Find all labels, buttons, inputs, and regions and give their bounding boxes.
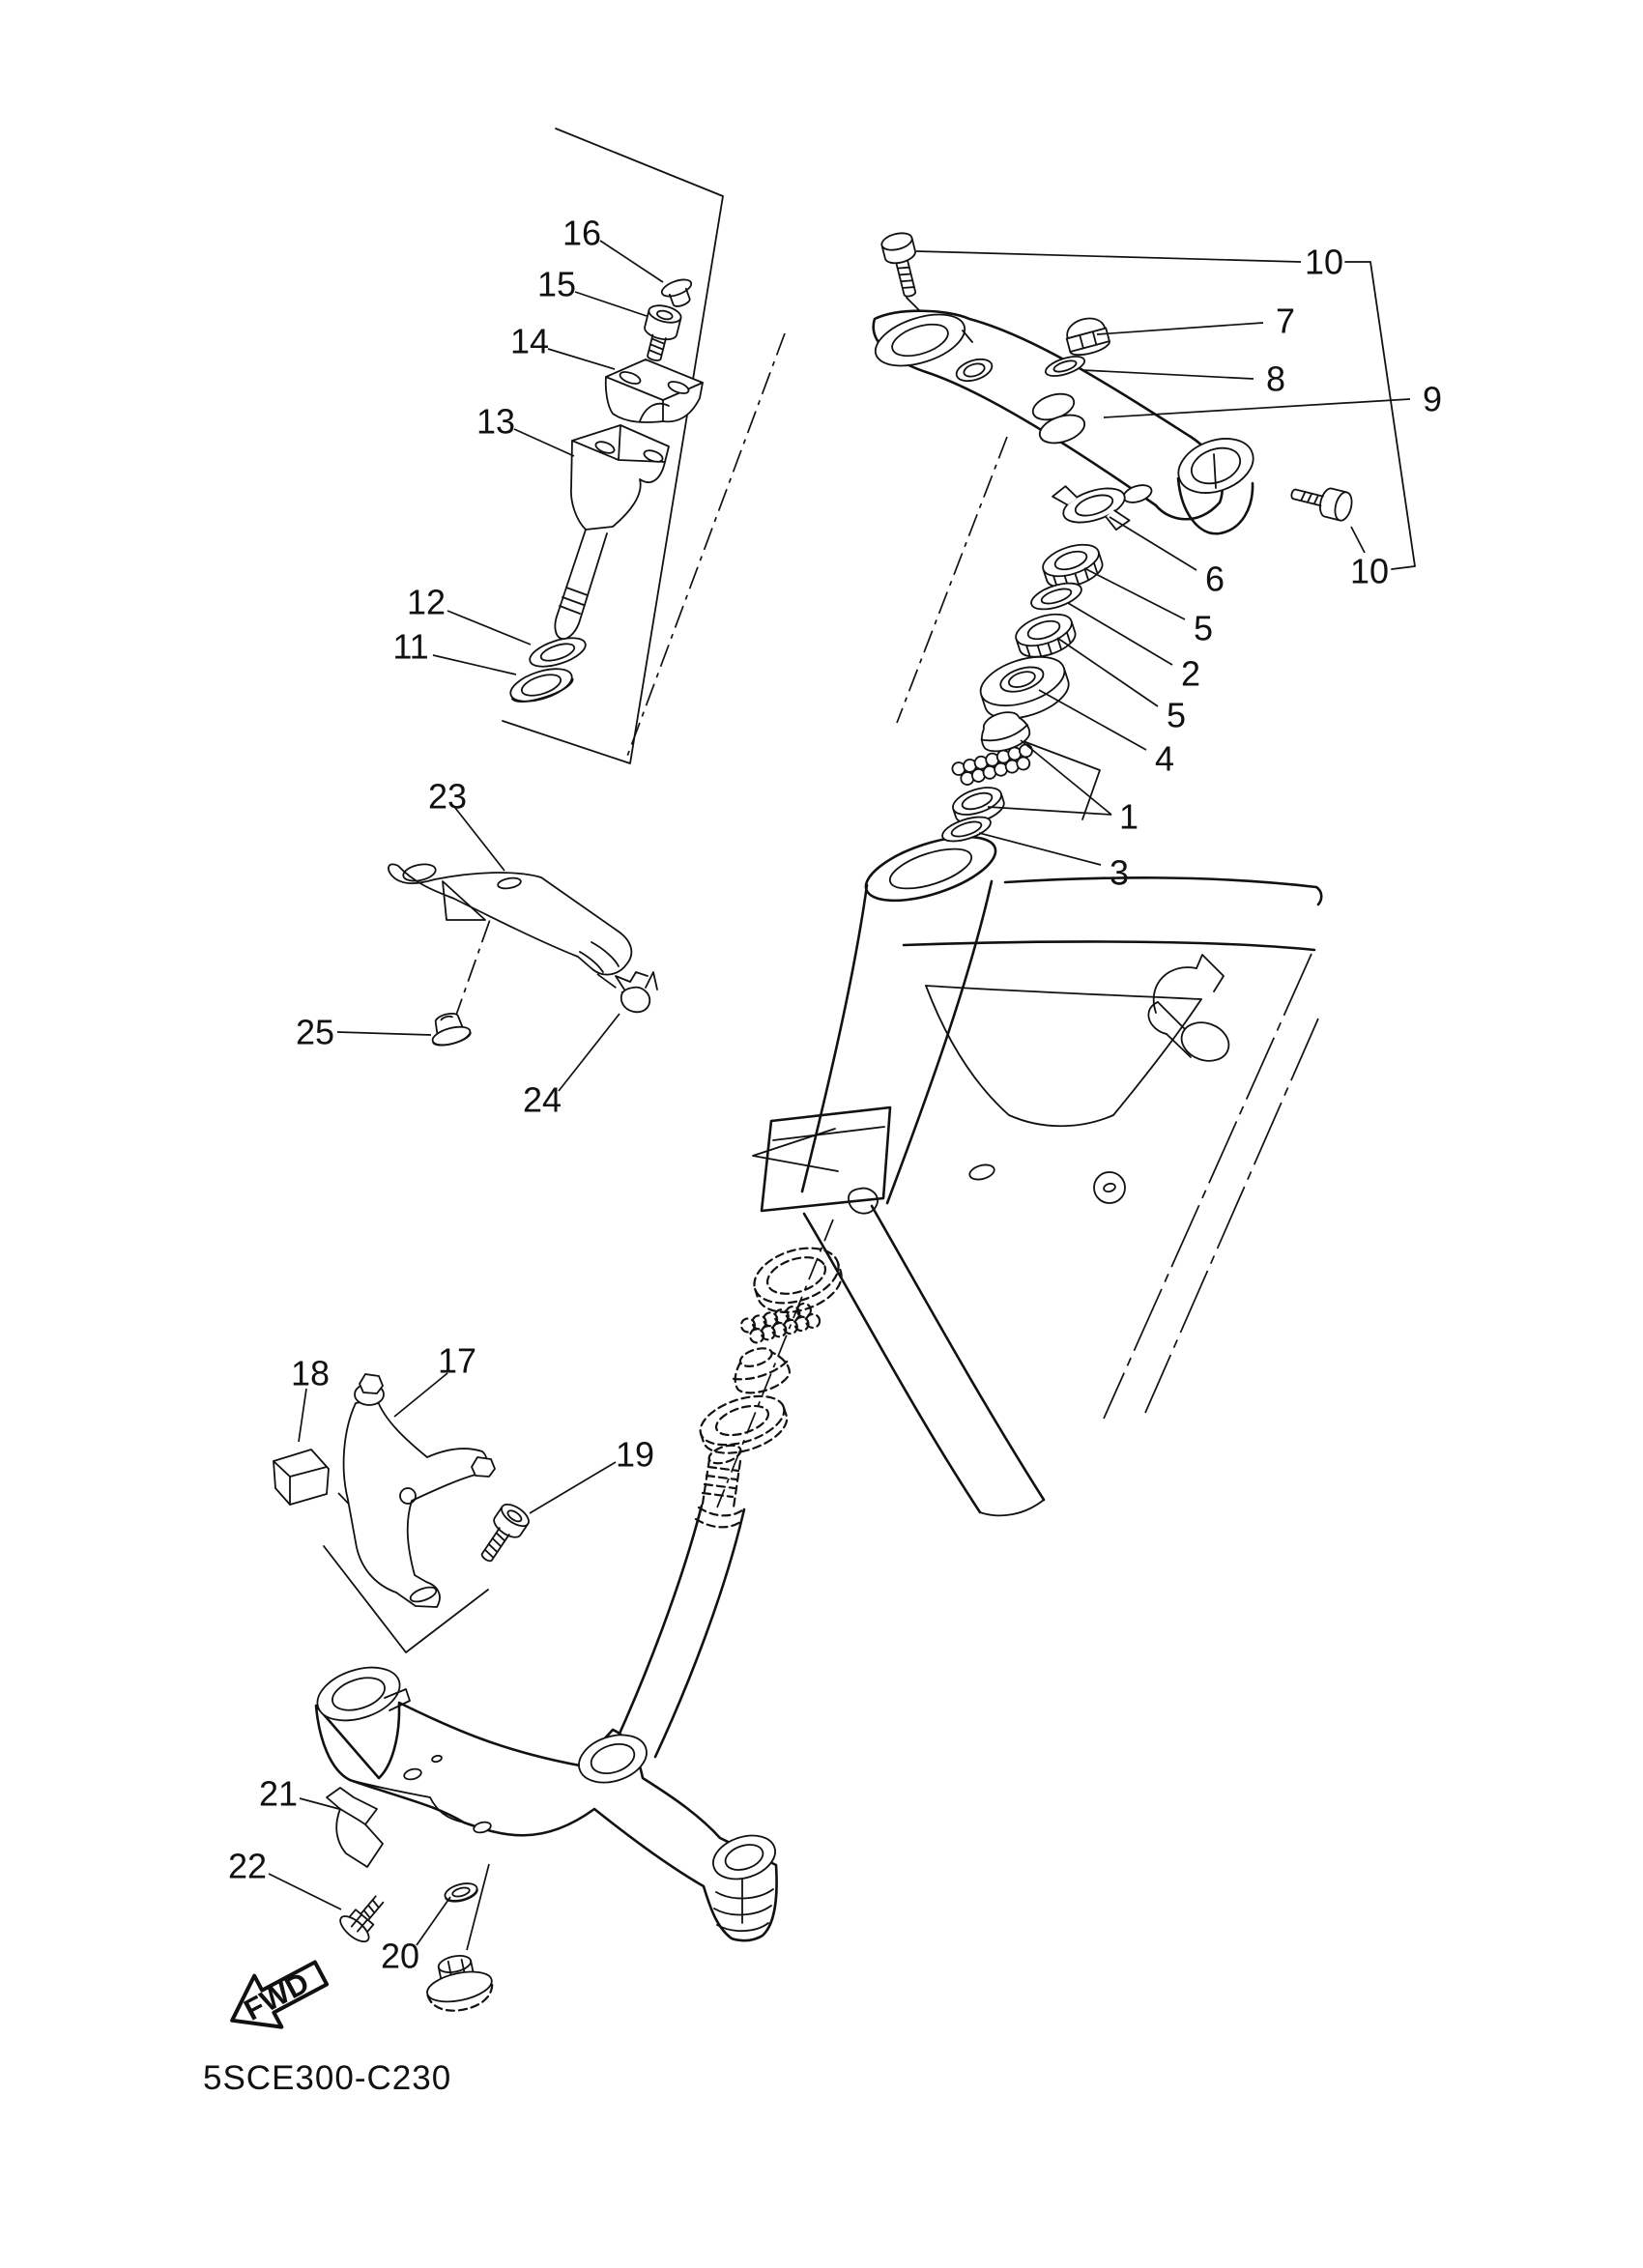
part-label-13: 13	[476, 401, 516, 442]
leader-line-22	[269, 1874, 341, 1909]
part-label-5: 5	[1193, 608, 1214, 648]
gusset	[926, 986, 1201, 1203]
part-label-11: 11	[392, 626, 429, 667]
leader-line-25	[337, 1032, 431, 1035]
leader-line-15	[575, 292, 647, 316]
part-label-6: 6	[1204, 559, 1225, 599]
part-label-14: 14	[509, 321, 550, 361]
bolt-10-bottom	[1288, 479, 1354, 522]
bolt-10-top	[880, 230, 926, 300]
part-label-2: 2	[1180, 653, 1201, 694]
leader-line-10	[916, 251, 1301, 262]
holder-21	[327, 1788, 383, 1867]
leader-line-24	[559, 1014, 620, 1091]
leader-line-3	[979, 833, 1101, 865]
part-label-22: 22	[227, 1846, 268, 1886]
leader-line-23	[455, 808, 504, 871]
part-label-8: 8	[1265, 359, 1286, 399]
part-label-16: 16	[562, 213, 602, 253]
leader-line-7	[1097, 323, 1263, 334]
leader-line-4	[1039, 690, 1146, 750]
frame-boss	[1148, 955, 1234, 1067]
part-label-18: 18	[290, 1353, 331, 1393]
leader-line-13	[514, 429, 574, 456]
leader-line-16	[600, 241, 663, 282]
part-label-1: 1	[1118, 796, 1139, 837]
lower-bearing-column	[694, 1238, 849, 1527]
cap-nut-7	[1063, 314, 1111, 359]
bracket-23	[389, 862, 631, 975]
part-label-24: 24	[522, 1079, 562, 1120]
bracket-23-group	[389, 862, 657, 1048]
bolt-15	[638, 302, 683, 364]
part-label-15: 15	[536, 264, 577, 304]
bushing-20b	[421, 1950, 497, 2017]
leader-line-20	[417, 1897, 450, 1945]
bolt-19	[473, 1500, 533, 1567]
leader-line-9	[1104, 399, 1410, 417]
upper-bearing-column	[939, 470, 1134, 846]
leader-line-6	[1110, 517, 1196, 570]
damper-18	[274, 1450, 329, 1505]
part-label-4: 4	[1154, 738, 1175, 779]
ring-nut-5b	[1012, 608, 1079, 663]
leader-line-1	[988, 807, 1111, 815]
part-code: 5SCE300-C230	[203, 2059, 452, 2097]
lower-balls	[739, 1301, 821, 1346]
bearing-cover-4	[974, 647, 1075, 728]
leader-line-11	[433, 655, 516, 675]
leader-line-20	[467, 1864, 489, 1950]
fwd-arrow	[218, 1948, 334, 2047]
leader-line-12	[447, 611, 531, 645]
part-label-21: 21	[258, 1773, 299, 1814]
leader-line-5	[1084, 568, 1185, 619]
leader-line-14	[548, 349, 615, 369]
part-label-5: 5	[1166, 695, 1187, 735]
part-label-3: 3	[1109, 852, 1130, 893]
lower-cone	[727, 1341, 793, 1398]
head-tube	[753, 824, 1003, 1214]
leader-lines	[269, 241, 1410, 1950]
upper-holder-14	[606, 359, 703, 422]
leader-line-10	[1351, 527, 1365, 553]
stem-right-edge	[655, 1509, 744, 1757]
part-label-25: 25	[295, 1012, 335, 1052]
part-label-20: 20	[380, 1936, 420, 1976]
leader-line-18	[299, 1389, 306, 1442]
lower-race-bottom	[694, 1387, 793, 1462]
part-label-10: 10	[1304, 242, 1344, 282]
main-beam	[904, 877, 1321, 1419]
stem-top-threads	[696, 1442, 743, 1527]
part-label-12: 12	[406, 582, 447, 622]
leader-line-19	[530, 1462, 616, 1513]
lower-triple-clamp	[310, 1658, 780, 1941]
bracket-17	[344, 1374, 495, 1607]
frame	[753, 824, 1321, 1516]
leader-line-8	[1082, 370, 1254, 379]
part-label-7: 7	[1275, 301, 1296, 341]
part-label-19: 19	[615, 1434, 655, 1475]
part-label-23: 23	[427, 776, 468, 817]
stem-left-edge	[615, 1506, 702, 1744]
washer-11	[506, 662, 575, 707]
fwd-label: FWD	[238, 1965, 315, 2027]
nut-25	[427, 1010, 473, 1048]
part-label-10: 10	[1349, 551, 1390, 591]
part-label-17: 17	[437, 1340, 477, 1381]
down-tubes	[804, 1206, 1044, 1515]
lower-holder-13	[555, 425, 669, 639]
washer-12	[527, 632, 589, 672]
part-label-9: 9	[1422, 379, 1443, 419]
